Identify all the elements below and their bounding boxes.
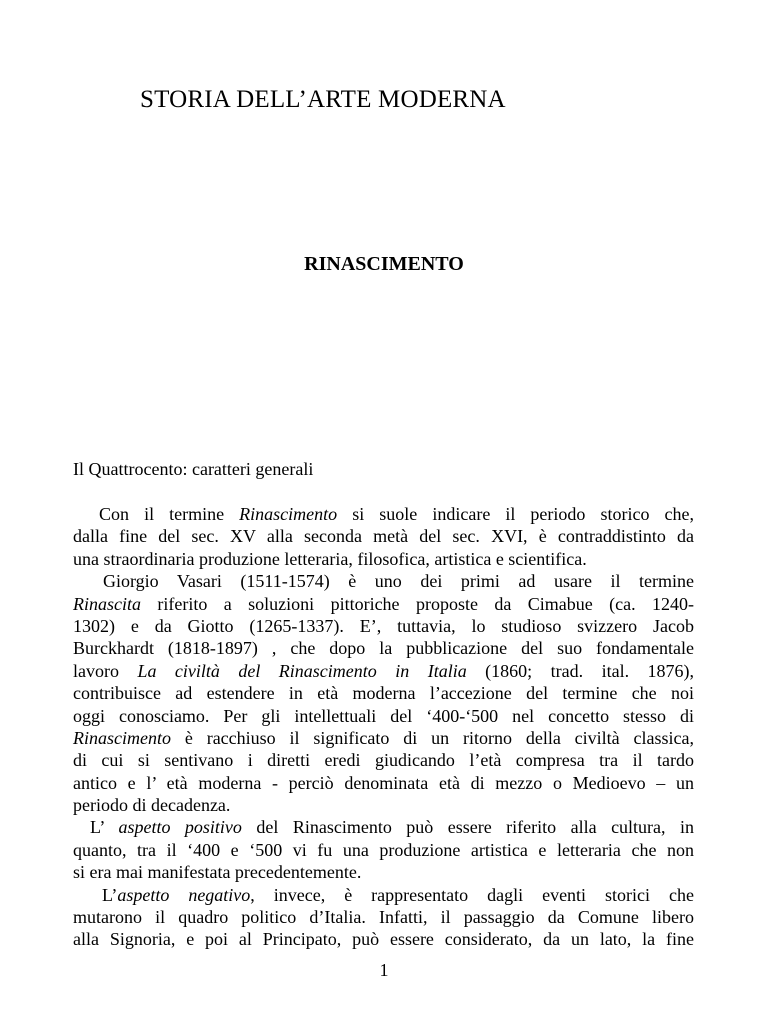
paragraph-3-line-3: si era mai manifestata precedentemente.	[73, 862, 362, 883]
paragraph-1-line-1: Con il termine Rinascimento si suole indicare il periodo storico che,	[99, 504, 695, 524]
paragraph-4-line-3: alla Signoria, e poi al Principato, può essere considerato, da un lato, la fine	[73, 929, 694, 950]
paragraph-2-line-10: antico e l’ età moderna - perciò denominata età di mezzo o Medioevo – un	[73, 772, 694, 793]
paragraph-2-line-3: 1302) e da Giotto (1265-1337). E’, tuttavia, lo studioso svizzero Jacob	[73, 615, 694, 636]
body-text	[73, 503, 694, 951]
paragraph-2-line-8: Rinascimento è racchiuso il significato di un ritorno della civiltà classica,	[73, 727, 694, 748]
paragraph-2-line-2: Rinascita riferito a soluzioni pittoriche proposte da Cimabue (ca. 1240-	[73, 593, 694, 614]
paragraph-4-line-1: L’aspetto negativo, invece, è rappresentato dagli eventi storici che	[102, 884, 694, 905]
paragraph-2-line-11: periodo di decadenza.	[73, 795, 231, 816]
chapter-title: RINASCIMENTO	[304, 253, 464, 275]
page-number: 1	[379, 960, 389, 980]
paragraph-1-line-2: dalla fine del sec. XV alla seconda metà del sec. XVI, è contraddistinto da	[73, 526, 694, 547]
paragraph-2-line-4: Burckhardt (1818-1897) , che dopo la pubblicazione del suo fondamentale	[73, 638, 694, 659]
paragraph-2-line-1: Giorgio Vasari (1511-1574) è uno dei primi ad usare il termine	[103, 571, 694, 592]
paragraph-3-line-2: quanto, tra il ‘400 e ‘500 vi fu una produzione artistica e letteraria che non	[73, 839, 694, 860]
section-heading: Il Quattrocento: caratteri generali	[73, 459, 314, 479]
paragraph-2-line-6: contribuisce ad estendere in età moderna l’accezione del termine che noi	[73, 683, 694, 704]
paragraph-3-line-1: L’ aspetto positivo del Rinascimento può essere riferito alla cultura, in	[90, 817, 694, 838]
paragraph-2-line-5: lavoro La civiltà del Rinascimento in Italia (1860; trad. ital. 1876),	[73, 660, 695, 681]
paragraph-2-line-7: oggi conosciamo. Per gli intellettuali del ‘400-‘500 nel concetto stesso di	[73, 705, 694, 726]
paragraph-1-line-3: una straordinaria produzione letteraria, filosofica, artistica e scientifica.	[73, 548, 587, 569]
document-title: STORIA DELL’ARTE MODERNA	[140, 86, 506, 113]
paragraph-2-line-9: di cui si sentivano i diretti eredi giudicando l’età compresa tra il tardo	[73, 750, 694, 771]
paragraph-4-line-2: mutarono il quadro politico d’Italia. Infatti, il passaggio da Comune libero	[73, 907, 694, 928]
